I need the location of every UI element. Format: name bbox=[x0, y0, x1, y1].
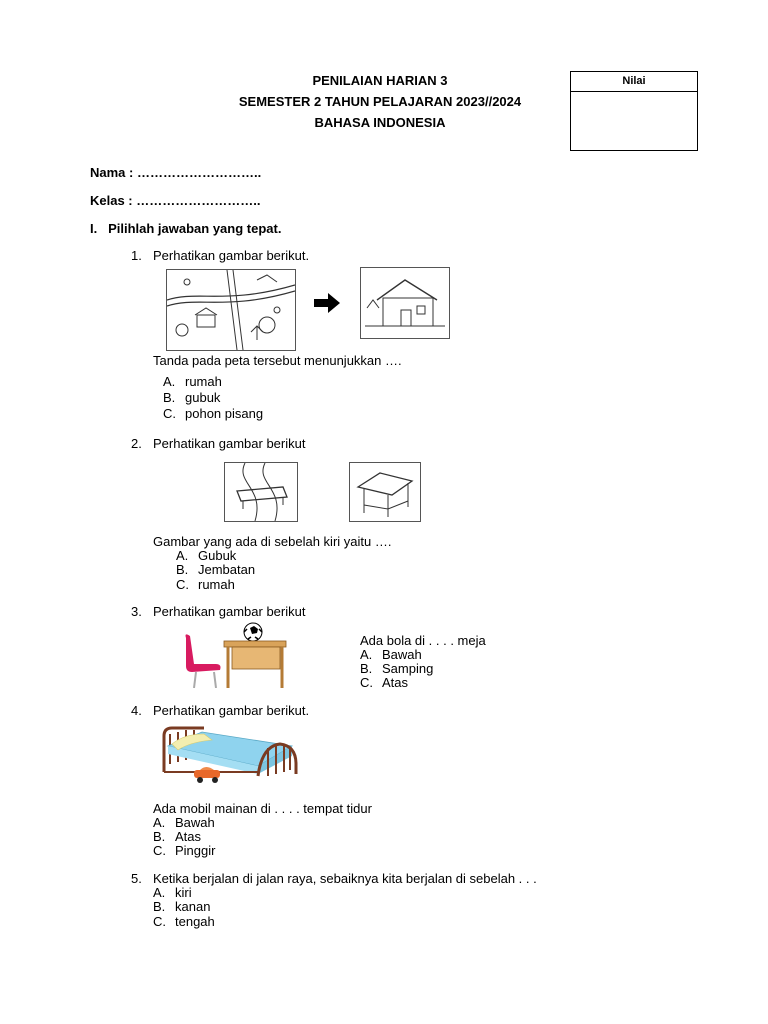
option-letter: A. bbox=[153, 885, 166, 900]
q3-number: 3. bbox=[131, 604, 142, 619]
option-letter: A. bbox=[176, 548, 189, 563]
q5-option-c bbox=[153, 914, 215, 929]
section-heading bbox=[90, 221, 281, 236]
option-text: Gubuk bbox=[198, 548, 237, 563]
name-field: Nama : ……………………….. bbox=[90, 165, 262, 180]
option-text: rumah bbox=[198, 577, 235, 592]
option-letter: C. bbox=[360, 675, 373, 690]
option-letter: A. bbox=[153, 815, 166, 830]
option-letter: B. bbox=[360, 661, 373, 676]
class-field: Kelas : ……………………….. bbox=[90, 193, 261, 208]
q2-option-c bbox=[176, 577, 235, 592]
option-text: Samping bbox=[382, 661, 434, 676]
bed-toy-car-illustration bbox=[160, 724, 300, 786]
village-map-sketch bbox=[166, 269, 296, 351]
house-sketch bbox=[360, 267, 450, 339]
option-text: pohon pisang bbox=[185, 406, 264, 421]
q4-option-c bbox=[153, 843, 215, 858]
option-letter: B. bbox=[153, 829, 166, 844]
bridge-sketch bbox=[224, 462, 298, 522]
exam-semester: SEMESTER 2 TAHUN PELAJARAN 2023//2024 bbox=[238, 94, 522, 109]
q1-option-b bbox=[163, 390, 220, 405]
option-letter: A. bbox=[163, 374, 176, 389]
q5-number: 5. bbox=[131, 871, 142, 886]
option-text: kiri bbox=[175, 885, 192, 900]
q5-option-a bbox=[153, 885, 192, 900]
score-label: Nilai bbox=[571, 72, 697, 92]
option-letter: B. bbox=[153, 899, 166, 914]
q4-option-a bbox=[153, 815, 215, 830]
q3-stem: Ada bola di . . . . meja bbox=[360, 633, 486, 648]
q3-option-b bbox=[360, 661, 433, 676]
option-letter: B. bbox=[163, 390, 176, 405]
q1-option-c bbox=[163, 406, 263, 421]
q3-option-a bbox=[360, 647, 422, 662]
q2-option-a bbox=[176, 548, 236, 563]
q4-prompt: Perhatikan gambar berikut. bbox=[153, 703, 310, 718]
q2-stem: Gambar yang ada di sebelah kiri yaitu …. bbox=[153, 534, 392, 549]
option-text: tengah bbox=[175, 914, 215, 929]
section-number: I. bbox=[90, 221, 98, 236]
score-box bbox=[570, 71, 698, 151]
q5-option-b bbox=[153, 899, 210, 914]
q1-stem: Tanda pada peta tersebut menunjukkan …. bbox=[153, 353, 402, 368]
option-letter: B. bbox=[176, 562, 189, 577]
option-letter: C. bbox=[153, 914, 166, 929]
option-letter: C. bbox=[176, 577, 189, 592]
option-text: Atas bbox=[382, 675, 409, 690]
option-text: gubuk bbox=[185, 390, 221, 405]
option-text: rumah bbox=[185, 374, 222, 389]
option-text: Bawah bbox=[382, 647, 422, 662]
section-title: Pilihlah jawaban yang tepat. bbox=[108, 221, 282, 236]
option-letter: C. bbox=[163, 406, 176, 421]
q4-stem: Ada mobil mainan di . . . . tempat tidur bbox=[153, 801, 372, 816]
exam-title: PENILAIAN HARIAN 3 bbox=[312, 73, 448, 88]
option-letter: C. bbox=[153, 843, 166, 858]
option-text: Pinggir bbox=[175, 843, 216, 858]
q2-number: 2. bbox=[131, 436, 142, 451]
option-text: Atas bbox=[175, 829, 202, 844]
chair-table-ball-illustration bbox=[180, 622, 288, 688]
q4-number: 4. bbox=[131, 703, 142, 718]
q5-prompt: Ketika berjalan di jalan raya, sebaiknya kita berjalan di sebelah . . . bbox=[153, 871, 537, 886]
exam-subject: BAHASA INDONESIA bbox=[314, 115, 446, 130]
q1-option-a bbox=[163, 374, 222, 389]
option-text: Bawah bbox=[175, 815, 215, 830]
right-arrow-icon bbox=[314, 293, 340, 313]
q2-prompt: Perhatikan gambar berikut bbox=[153, 436, 306, 451]
option-text: Jembatan bbox=[198, 562, 256, 577]
q2-option-b bbox=[176, 562, 255, 577]
q4-option-b bbox=[153, 829, 201, 844]
option-text: kanan bbox=[175, 899, 211, 914]
q3-option-c bbox=[360, 675, 408, 690]
q3-prompt: Perhatikan gambar berikut bbox=[153, 604, 306, 619]
q1-number: 1. bbox=[131, 248, 142, 263]
q1-prompt: Perhatikan gambar berikut. bbox=[153, 248, 310, 263]
hut-sketch bbox=[349, 462, 421, 522]
option-letter: A. bbox=[360, 647, 373, 662]
